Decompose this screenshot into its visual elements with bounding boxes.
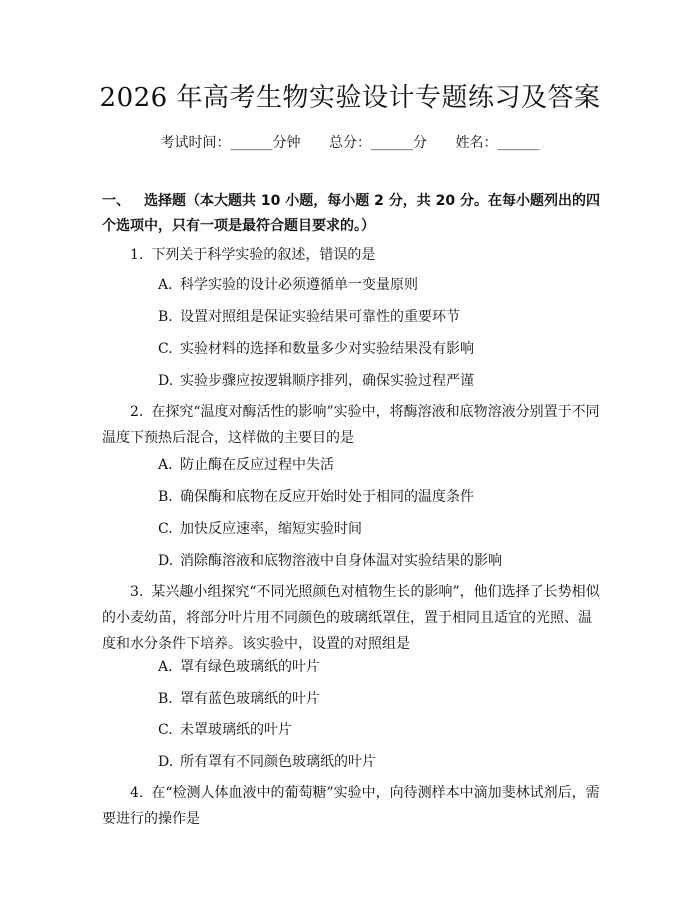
option-letter: D. [158, 373, 174, 389]
question-number: 4. [130, 785, 144, 801]
option-letter: D. [158, 754, 174, 770]
question-stem: 在“检测人体血液中的葡萄糖”实验中，向待测样本中滴加斐林试剂后，需要进行的操作是 [102, 785, 600, 827]
option-3d [158, 751, 598, 773]
option-3a [158, 656, 598, 678]
option-text: 实验材料的选择和数量多少对实验结果没有影响 [180, 341, 474, 357]
option-letter: A. [158, 277, 173, 293]
question-number: 3. [130, 584, 144, 600]
option-text: 确保酶和底物在反应开始时处于相同的温度条件 [180, 489, 474, 505]
question-number: 1. [130, 247, 144, 263]
option-1a [158, 274, 598, 296]
option-text: 设置对照组是保证实验结果可靠性的重要环节 [180, 309, 460, 325]
section-instructions: 选择题（本大题共 10 小题，每小题 2 分，共 20 分。在每小题列出的四个选项中，只有一项是最符合题目要求的。） [102, 193, 600, 234]
option-2b [158, 486, 598, 508]
option-letter: B. [158, 309, 173, 325]
option-text: 加快反应速率，缩短实验时间 [180, 521, 362, 537]
option-text: 实验步骤应按逻辑顺序排列，确保实验过程严谨 [180, 373, 474, 389]
question-1 [102, 242, 602, 268]
option-letter: C. [158, 722, 173, 738]
name-field: 姓名：______ [455, 135, 540, 151]
option-text: 罩有蓝色玻璃纸的叶片 [180, 691, 320, 707]
option-text: 罩有绿色玻璃纸的叶片 [180, 659, 320, 675]
option-2c [158, 518, 598, 540]
question-2 [102, 399, 602, 451]
question-4 [102, 780, 602, 832]
option-1b [158, 306, 598, 328]
option-text: 消除酶溶液和底物溶液中自身体温对实验结果的影响 [180, 553, 502, 569]
section-number: 一、 [102, 193, 130, 209]
question-stem: 某兴趣小组探究“不同光照颜色对植物生长的影响”，他们选择了长势相似的小麦幼苗，将部分叶片用不同颜色的玻璃纸罩住，置于相同且适宜的光照、温度和水分条件下培养。该实验中，设置的对照组是 [102, 584, 600, 652]
option-letter: C. [158, 521, 173, 537]
question-3 [102, 579, 602, 657]
option-letter: D. [158, 553, 174, 569]
section-heading [102, 189, 602, 239]
option-text: 所有罩有不同颜色玻璃纸的叶片 [180, 754, 376, 770]
total-score-field: 总分：______分 [329, 135, 427, 151]
option-2d [158, 550, 598, 572]
option-letter: B. [158, 691, 173, 707]
question-stem: 在探究“温度对酶活性的影响”实验中，将酶溶液和底物溶液分别置于不同温度下预热后混合，这样做的主要目的是 [102, 404, 600, 446]
exam-time-field: 考试时间：______分钟 [160, 135, 301, 151]
option-1c [158, 338, 598, 360]
option-3b [158, 688, 598, 710]
option-text: 科学实验的设计必须遵循单一变量原则 [180, 277, 418, 293]
option-letter: A. [158, 659, 173, 675]
question-stem: 下列关于科学实验的叙述，错误的是 [151, 247, 376, 263]
option-text: 防止酶在反应过程中失活 [180, 457, 334, 473]
option-3c [158, 719, 598, 741]
option-letter: B. [158, 489, 173, 505]
option-1d [158, 370, 598, 392]
document-title: 2026 年高考生物实验设计专题练习及答案 [99, 83, 601, 113]
question-number: 2. [130, 404, 144, 420]
option-2a [158, 454, 598, 476]
exam-meta-line [0, 133, 700, 153]
option-letter: C. [158, 341, 173, 357]
option-text: 未罩玻璃纸的叶片 [180, 722, 292, 738]
option-letter: A. [158, 457, 173, 473]
